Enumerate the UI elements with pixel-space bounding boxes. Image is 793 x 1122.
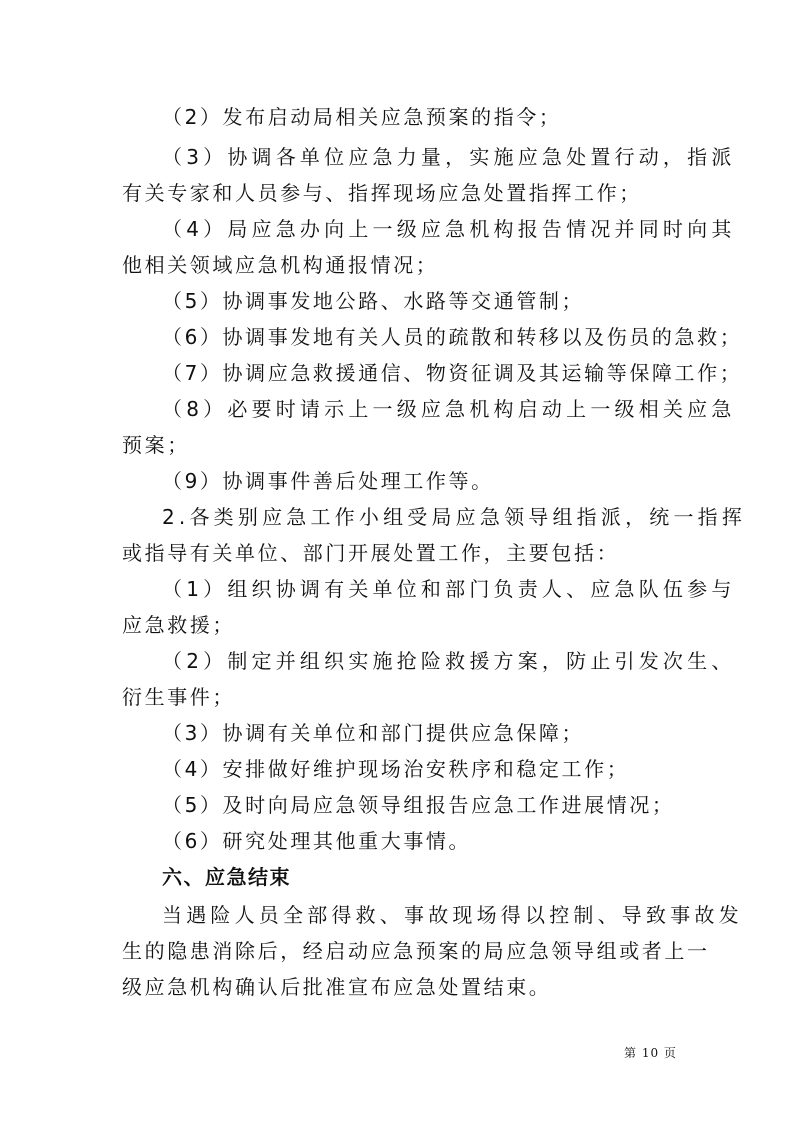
text-line: （9）协调事件善后处理工作等。 — [162, 469, 494, 493]
page-number: 第 10 页 — [624, 1046, 677, 1060]
text-line: 应急救援； — [122, 613, 235, 637]
text-line: （2）发布启动局相关应急预案的指令； — [162, 105, 562, 129]
text-line: 或指导有关单位、部门开展处置工作，主要包括： — [122, 541, 620, 565]
text-line: 预案； — [122, 433, 190, 457]
text-line: 衍生事件； — [122, 685, 235, 709]
text-line: 他相关领域应急机构通报情况； — [122, 253, 439, 277]
text-line: （4）局应急办向上一级应急机构报告情况并同时向其 — [162, 217, 736, 241]
text-line: （2）制定并组织实施抢险救援方案，防止引发次生、 — [162, 649, 736, 673]
text-line: （8）必要时请示上一级应急机构启动上一级相关应急 — [162, 397, 736, 421]
text-line: （3）协调各单位应急力量，实施应急处置行动，指派 — [162, 145, 736, 169]
text-line: （1）组织协调有关单位和部门负责人、应急队伍参与 — [162, 577, 736, 601]
text-line: （6）协调事发地有关人员的疏散和转移以及伤员的急救； — [162, 325, 743, 349]
text-line: 2.各类别应急工作小组受局应急领导组指派，统一指挥 — [162, 505, 747, 529]
text-line: 有关专家和人员参与、指挥现场应急处置指挥工作； — [122, 181, 642, 205]
text-line: （3）协调有关单位和部门提供应急保障； — [162, 721, 585, 745]
text-line: 级应急机构确认后批准宣布应急处置结束。 — [122, 975, 552, 999]
text-line: 生的隐患消除后，经启动应急预案的局应急领导组或者上一 — [122, 939, 710, 963]
text-line: （7）协调应急救援通信、物资征调及其运输等保障工作； — [162, 361, 743, 385]
text-line: （6）研究处理其他重大事情。 — [162, 829, 472, 853]
text-line: （4）安排做好维护现场治安秩序和稳定工作； — [162, 757, 630, 781]
text-line: 当遇险人员全部得救、事故现场得以控制、导致事故发 — [162, 903, 743, 927]
text-line: （5）协调事发地公路、水路等交通管制； — [162, 289, 585, 313]
section-heading: 六、应急结束 — [162, 865, 291, 889]
text-line: （5）及时向局应急领导组报告应急工作进展情况； — [162, 793, 675, 817]
